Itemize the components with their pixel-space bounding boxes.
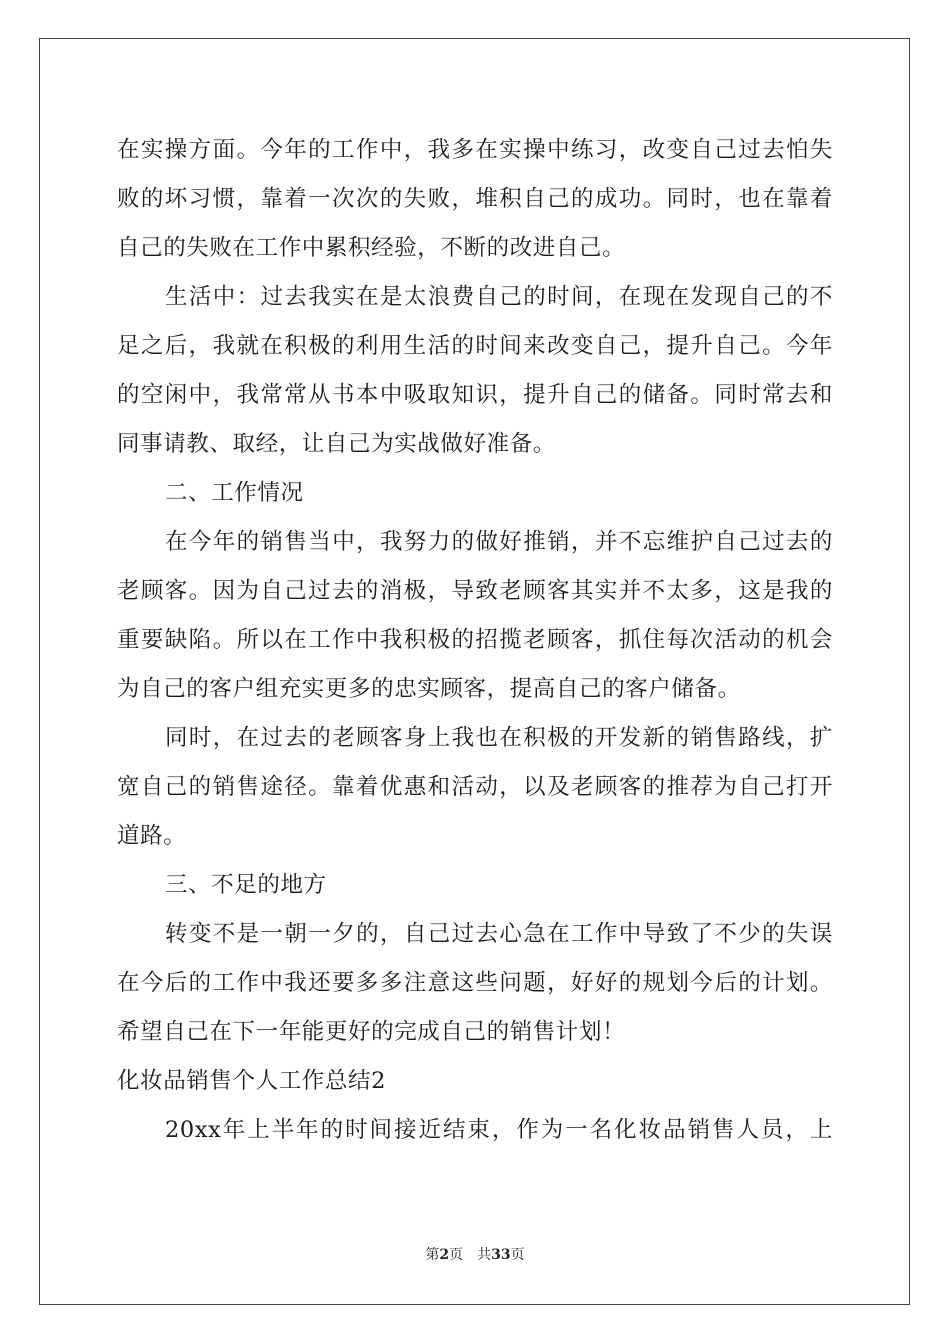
paragraph-line: 在今年的销售当中，我努力的做好推销，并不忘维护自己过去的 (165, 529, 833, 555)
paragraph-line: 的空闲中，我常常从书本中吸取知识，提升自己的储备。同时常去和 (117, 382, 833, 408)
paragraph-line: 同事请教、取经，让自己为实战做好准备。 (117, 431, 556, 457)
total-pages: 33 (491, 1247, 511, 1263)
document-title: 化妆品销售个人工作总结2 (117, 1068, 387, 1094)
paragraph-line: 生活中：过去我实在是太浪费自己的时间，在现在发现自己的不 (165, 284, 833, 310)
total-suffix: 页 (510, 1247, 525, 1263)
paragraph-line: 在今后的工作中我还要多多注意这些问题，好好的规划今后的计划。 (117, 970, 833, 996)
paragraph-line: 重要缺陷。所以在工作中我积极的招揽老顾客，抓住每次活动的机会 (117, 627, 833, 653)
section-heading: 三、不足的地方 (165, 872, 327, 898)
page-suffix: 页 (449, 1247, 464, 1263)
document-body (117, 126, 833, 1155)
section-heading: 二、工作情况 (165, 480, 304, 506)
paragraph-line: 老顾客。因为自己过去的消极，导致老顾客其实并不太多，这是我的 (117, 578, 833, 604)
page-prefix: 第 (425, 1247, 440, 1263)
page-number: 2 (439, 1247, 450, 1263)
paragraph-line: 败的坏习惯，靠着一次次的失败，堆积自己的成功。同时，也在靠着 (117, 186, 833, 212)
total-prefix: 共 (477, 1247, 492, 1263)
paragraph-line: 希望自己在下一年能更好的完成自己的销售计划！ (117, 1019, 626, 1045)
paragraph-line: 为自己的客户组充实更多的忠实顾客，提高自己的客户储备。 (117, 676, 741, 702)
page-footer (0, 1244, 950, 1264)
paragraph-line: 转变不是一朝一夕的，自己过去心急在工作中导致了不少的失误 (165, 921, 833, 947)
paragraph-line: 道路。 (117, 823, 187, 849)
paragraph-line: 20xx年上半年的时间接近结束，作为一名化妆品销售人员，上 (165, 1117, 833, 1143)
paragraph-line: 在实操方面。今年的工作中，我多在实操中练习，改变自己过去怕失 (117, 137, 833, 163)
paragraph-line: 自己的失败在工作中累积经验，不断的改进自己。 (117, 235, 626, 261)
paragraph-line: 同时，在过去的老顾客身上我也在积极的开发新的销售路线，扩 (165, 725, 833, 751)
paragraph-line: 宽自己的销售途径。靠着优惠和活动，以及老顾客的推荐为自己打开 (117, 774, 833, 800)
paragraph-line: 足之后，我就在积极的利用生活的时间来改变自己，提升自己。今年 (117, 333, 833, 359)
